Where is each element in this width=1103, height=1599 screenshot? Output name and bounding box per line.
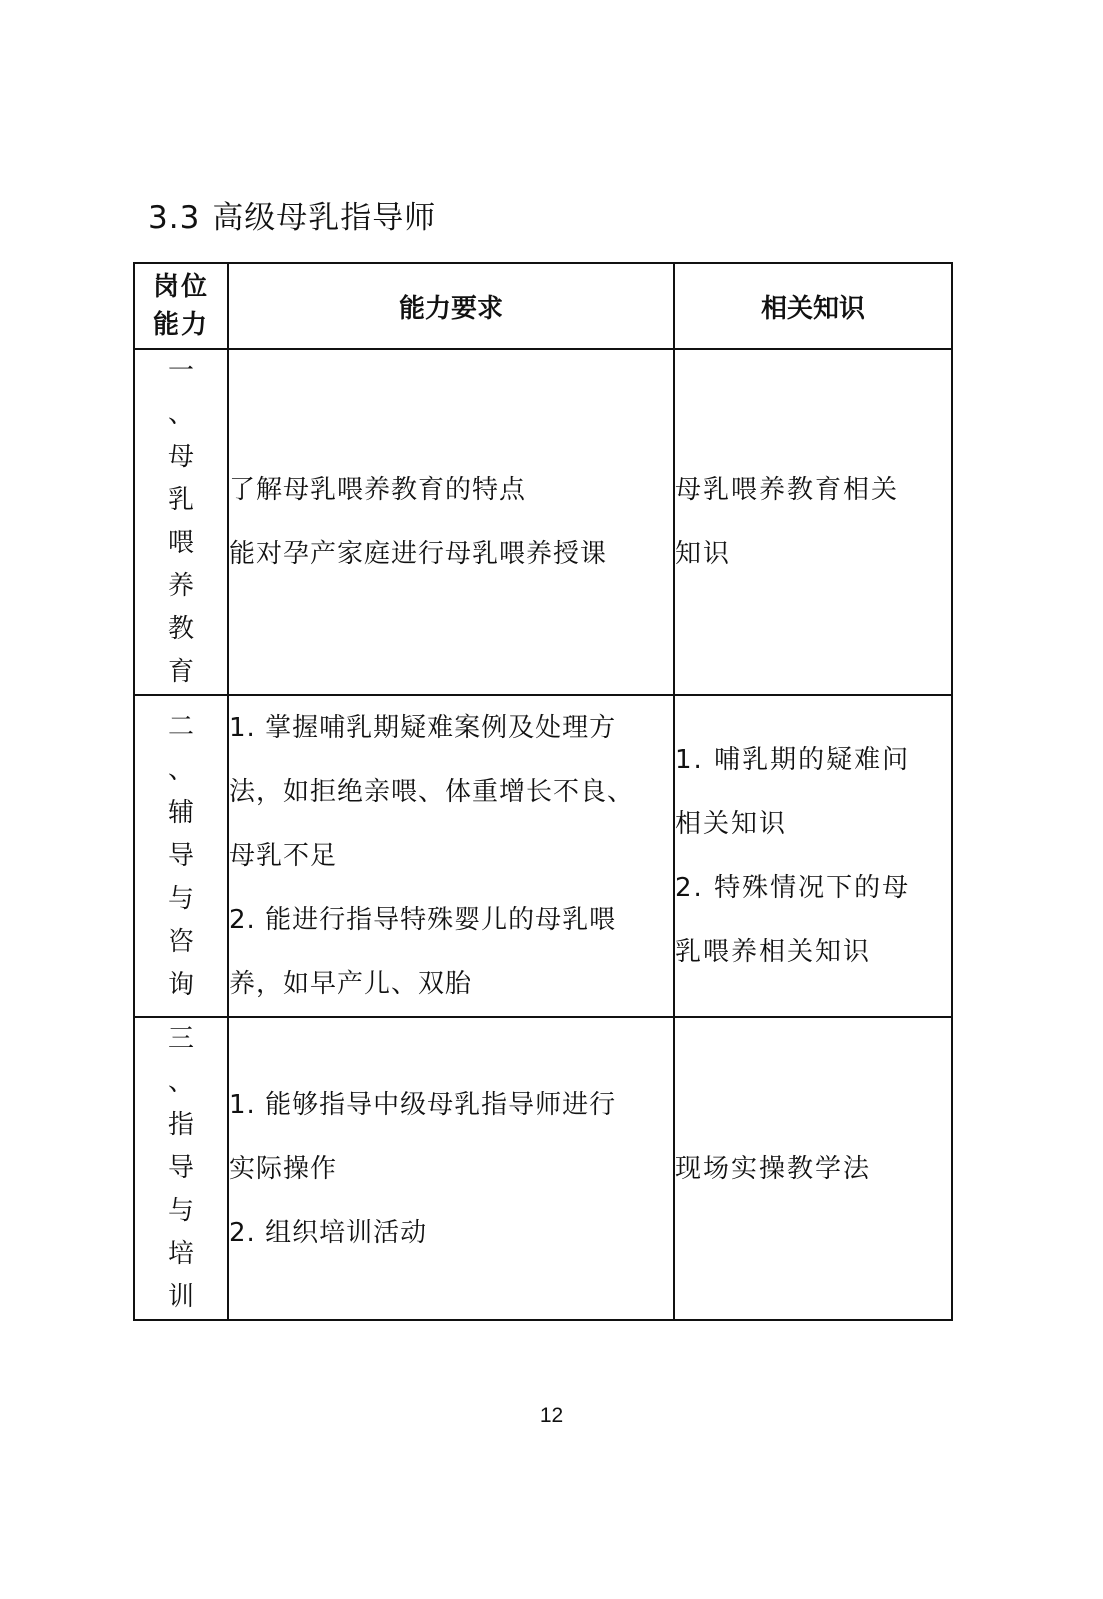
post-char: 养 bbox=[167, 571, 194, 601]
header-post-line: 岗位 bbox=[152, 272, 209, 302]
post-char: 与 bbox=[167, 883, 194, 914]
post-char: 二 bbox=[167, 711, 194, 742]
requirement-line: 能对孕产家庭进行母乳喂养授课 bbox=[229, 539, 608, 569]
requirement-line: 了解母乳喂养教育的特点 bbox=[229, 475, 527, 505]
post-char: 三 bbox=[167, 1024, 194, 1054]
requirements-cell bbox=[228, 695, 674, 1017]
knowledge-line: 2. 特殊情况下的母 bbox=[675, 873, 911, 903]
knowledge-cell bbox=[674, 1017, 952, 1320]
header-post-ability bbox=[134, 263, 228, 349]
knowledge-line: 乳喂养相关知识 bbox=[675, 937, 872, 967]
requirement-line: 1. 能够指导中级母乳指导师进行 bbox=[229, 1089, 617, 1120]
requirement-line: 2. 能进行指导特殊婴儿的母乳喂 bbox=[229, 905, 617, 935]
requirements-cell bbox=[228, 349, 674, 695]
post-char: 与 bbox=[167, 1196, 194, 1226]
post-char: 育 bbox=[167, 657, 194, 687]
post-char: 导 bbox=[167, 840, 194, 871]
header-knowledge: 相关知识 bbox=[674, 263, 952, 349]
knowledge-line: 母乳喂养教育相关 bbox=[675, 475, 900, 505]
post-char: 喂 bbox=[167, 528, 194, 558]
post-char: 咨 bbox=[167, 926, 194, 957]
post-char: 导 bbox=[167, 1153, 194, 1183]
header-requirements: 能力要求 bbox=[228, 263, 674, 349]
requirement-line: 实际操作 bbox=[229, 1153, 338, 1184]
requirement-line: 法，如拒绝亲喂、体重增长不良、 bbox=[229, 777, 635, 807]
table-header-row bbox=[134, 263, 952, 349]
page-number: 12 bbox=[539, 1404, 564, 1427]
post-cell bbox=[134, 1017, 228, 1320]
post-char: 辅 bbox=[167, 797, 194, 828]
knowledge-cell bbox=[674, 695, 952, 1017]
requirement-line: 母乳不足 bbox=[229, 841, 338, 871]
post-char: 、 bbox=[167, 754, 194, 785]
table-row bbox=[134, 1017, 952, 1320]
table-row bbox=[134, 695, 952, 1017]
section-number: 3.3 bbox=[148, 200, 201, 236]
post-cell bbox=[134, 349, 228, 695]
requirement-line: 养，如早产儿、双胎 bbox=[229, 969, 473, 999]
knowledge-cell bbox=[674, 349, 952, 695]
post-char: 教 bbox=[167, 614, 194, 644]
requirement-line: 2. 组织培训活动 bbox=[229, 1217, 428, 1248]
post-char: 、 bbox=[167, 1067, 194, 1097]
post-cell bbox=[134, 695, 228, 1017]
post-char: 询 bbox=[167, 969, 194, 1000]
post-char: 一 bbox=[167, 356, 194, 386]
post-char: 母 bbox=[167, 442, 194, 472]
requirement-line: 1. 掌握哺乳期疑难案例及处理方 bbox=[229, 713, 617, 743]
post-char: 指 bbox=[167, 1110, 194, 1140]
post-char: 、 bbox=[167, 399, 194, 429]
knowledge-line: 相关知识 bbox=[675, 809, 788, 839]
knowledge-line: 1. 哺乳期的疑难问 bbox=[675, 745, 911, 775]
section-title-text: 高级母乳指导师 bbox=[212, 200, 437, 236]
header-post-line: 能力 bbox=[152, 310, 209, 340]
requirements-cell bbox=[228, 1017, 674, 1320]
ability-table bbox=[133, 262, 953, 1321]
table-row bbox=[134, 349, 952, 695]
post-char: 培 bbox=[167, 1239, 194, 1269]
section-title bbox=[148, 196, 436, 240]
post-char: 训 bbox=[167, 1282, 194, 1312]
knowledge-line: 现场实操教学法 bbox=[675, 1153, 872, 1184]
knowledge-line: 知识 bbox=[675, 539, 732, 569]
post-char: 乳 bbox=[167, 485, 194, 515]
